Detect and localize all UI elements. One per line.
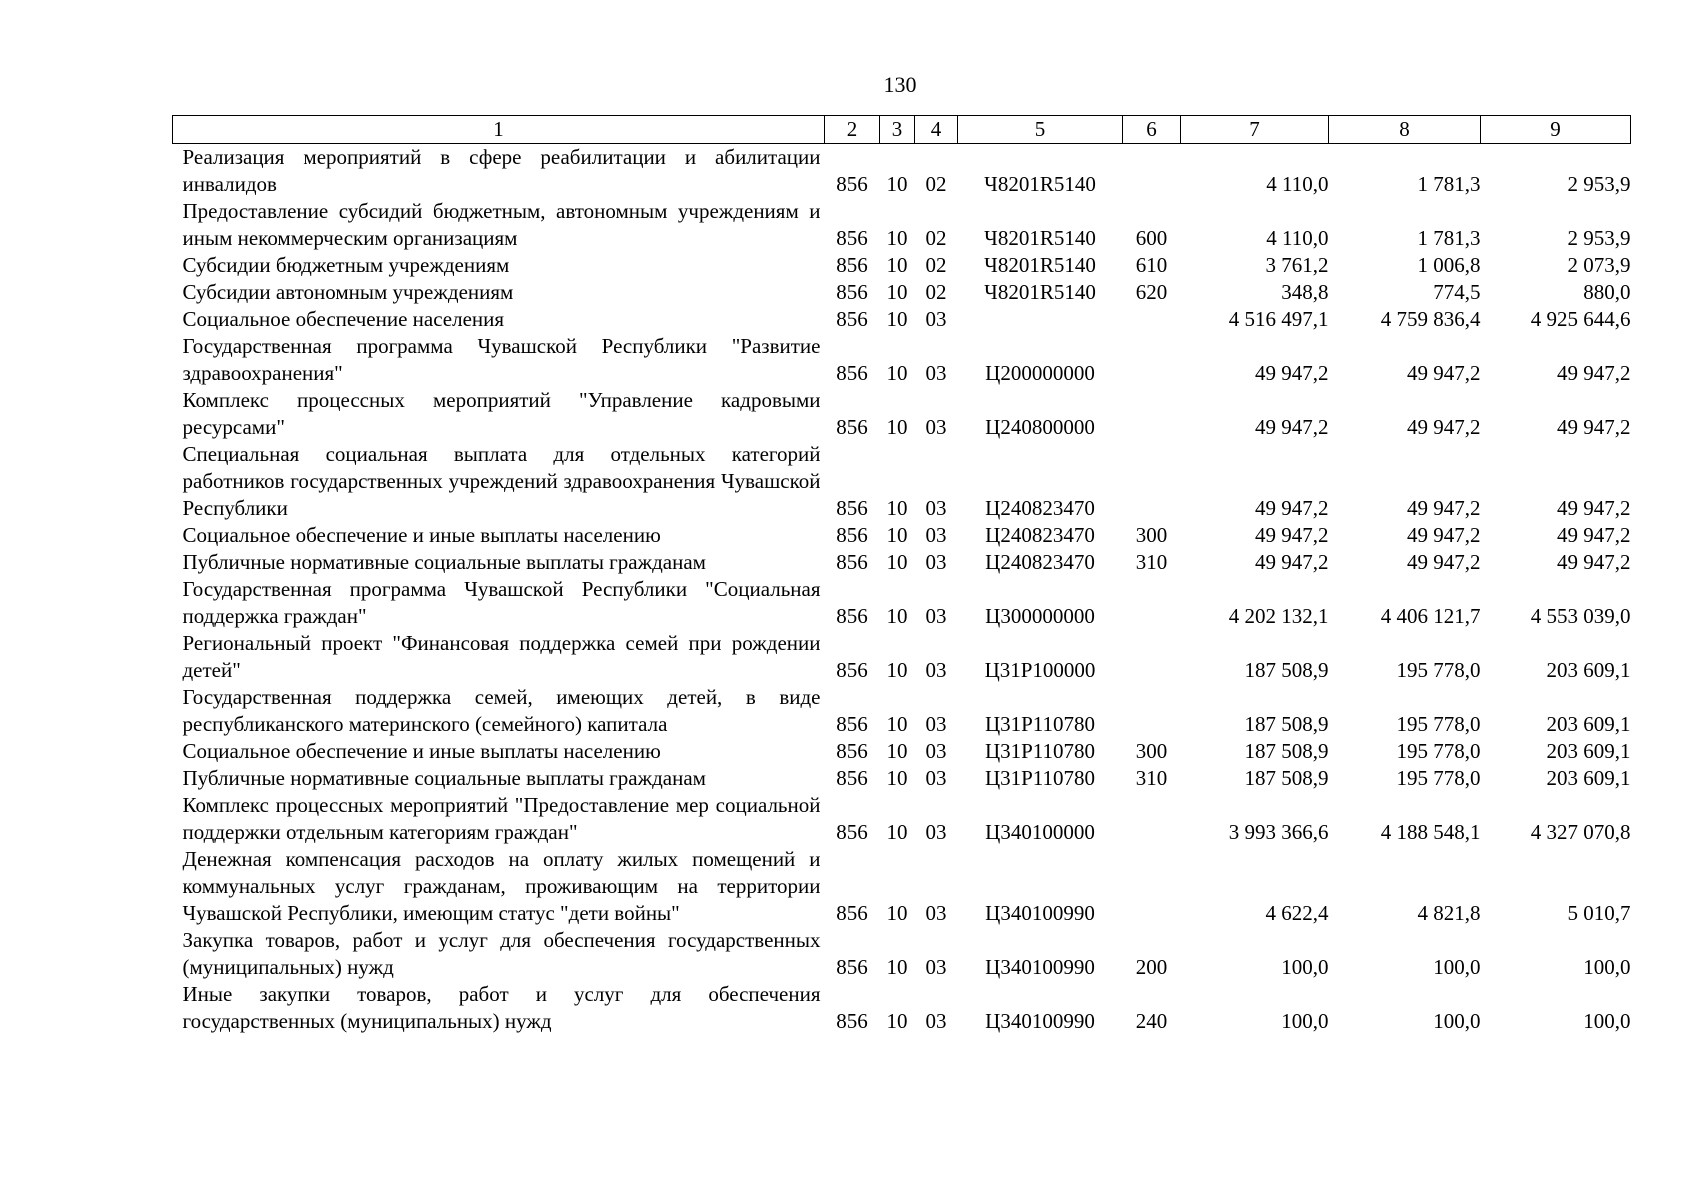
table-row — [173, 738, 1631, 765]
expense-type-cell — [1123, 333, 1181, 387]
amount-col7-cell: 100,0 — [1281, 1009, 1329, 1033]
amount-col8-cell: 4 759 836,4 — [1380, 307, 1481, 331]
subsection-code-cell: 03 — [925, 361, 947, 385]
target-article-cell: Ч8201R5140 — [984, 280, 1096, 304]
amount-col8-cell: 195 778,0 — [1396, 766, 1481, 790]
amount-col7-cell: 4 516 497,1 — [1228, 307, 1329, 331]
expense-type-cell — [1123, 306, 1181, 333]
table-row — [173, 630, 1631, 684]
amount-col8-cell: 100,0 — [1433, 1009, 1481, 1033]
table-row — [173, 792, 1631, 846]
amount-col9-cell: 49 947,2 — [1557, 361, 1631, 385]
subsection-code-cell: 03 — [925, 523, 947, 547]
expense-type-cell: 620 — [1135, 280, 1168, 304]
expense-type-cell — [1123, 846, 1181, 927]
section-code-cell: 10 — [886, 307, 908, 331]
section-code-cell: 10 — [886, 712, 908, 736]
section-code-cell: 10 — [886, 361, 908, 385]
amount-col9-cell: 880,0 — [1583, 280, 1631, 304]
expense-type-cell — [1123, 792, 1181, 846]
table-row — [173, 333, 1631, 387]
amount-col9-cell: 5 010,7 — [1567, 901, 1631, 925]
amount-col7-cell: 3 993 366,6 — [1228, 820, 1329, 844]
section-code-cell: 10 — [886, 820, 908, 844]
section-code-cell: 10 — [886, 658, 908, 682]
header-row — [173, 116, 1631, 144]
amount-col8-cell: 49 947,2 — [1407, 415, 1481, 439]
subsection-code-cell: 03 — [925, 955, 947, 979]
table-row — [173, 144, 1631, 199]
expense-type-cell: 300 — [1135, 523, 1168, 547]
ministry-code-cell: 856 — [836, 496, 868, 520]
table-row — [173, 252, 1631, 279]
target-article-cell — [958, 306, 1123, 333]
section-code-cell: 10 — [886, 604, 908, 628]
expense-type-cell: 610 — [1135, 253, 1168, 277]
amount-col9-cell: 4 327 070,8 — [1530, 820, 1631, 844]
header-cell-2: 2 — [825, 116, 880, 144]
amount-col9-cell: 203 609,1 — [1546, 712, 1631, 736]
amount-col8-cell: 49 947,2 — [1407, 496, 1481, 520]
target-article-cell: Ц340100990 — [985, 1009, 1095, 1033]
target-article-cell: Ч8201R5140 — [984, 172, 1096, 196]
ministry-code-cell: 856 — [836, 226, 868, 250]
row-name-cell: Субсидии автономным учреждениям — [182, 280, 514, 304]
ministry-code-cell: 856 — [836, 253, 868, 277]
amount-col8-cell: 4 406 121,7 — [1380, 604, 1481, 628]
section-code-cell: 10 — [886, 280, 908, 304]
row-name-cell: Государственная программа Чувашской Республики "Развитие здравоохранения" — [182, 334, 821, 385]
ministry-code-cell: 856 — [836, 307, 868, 331]
table-row — [173, 846, 1631, 927]
amount-col9-cell: 203 609,1 — [1546, 766, 1631, 790]
subsection-code-cell: 03 — [925, 820, 947, 844]
section-code-cell: 10 — [886, 550, 908, 574]
ministry-code-cell: 856 — [836, 415, 868, 439]
amount-col9-cell: 203 609,1 — [1546, 658, 1631, 682]
target-article-cell: Ц31P110780 — [984, 712, 1096, 736]
ministry-code-cell: 856 — [836, 712, 868, 736]
ministry-code-cell: 856 — [836, 766, 868, 790]
row-name-cell: Иные закупки товаров, работ и услуг для обеспечения государственных (муниципальных) нужд — [182, 982, 821, 1033]
table-row — [173, 927, 1631, 981]
amount-col8-cell: 49 947,2 — [1407, 523, 1481, 547]
amount-col8-cell: 4 188 548,1 — [1380, 820, 1481, 844]
expense-type-cell: 200 — [1135, 955, 1168, 979]
header-cell-6: 6 — [1123, 116, 1181, 144]
ministry-code-cell: 856 — [836, 1009, 868, 1033]
table-row — [173, 279, 1631, 306]
amount-col9-cell: 100,0 — [1583, 1009, 1631, 1033]
subsection-code-cell: 03 — [925, 415, 947, 439]
target-article-cell: Ц240823470 — [985, 523, 1095, 547]
header-cell-9: 9 — [1481, 116, 1631, 144]
row-name-cell: Публичные нормативные социальные выплаты гражданам — [182, 766, 706, 790]
target-article-cell: Ц300000000 — [985, 604, 1095, 628]
subsection-code-cell: 03 — [925, 739, 947, 763]
ministry-code-cell: 856 — [836, 361, 868, 385]
target-article-cell: Ц340100990 — [985, 955, 1095, 979]
section-code-cell: 10 — [886, 226, 908, 250]
ministry-code-cell: 856 — [836, 820, 868, 844]
amount-col9-cell: 49 947,2 — [1557, 415, 1631, 439]
row-name-cell: Комплекс процессных мероприятий "Предоставление мер социальной поддержки отдельным категориям граждан" — [182, 793, 821, 844]
section-code-cell: 10 — [886, 901, 908, 925]
section-code-cell: 10 — [886, 739, 908, 763]
ministry-code-cell: 856 — [836, 901, 868, 925]
amount-col9-cell: 2 953,9 — [1567, 226, 1631, 250]
expense-type-cell — [1123, 630, 1181, 684]
amount-col7-cell: 187 508,9 — [1244, 658, 1329, 682]
table-row — [173, 549, 1631, 576]
amount-col9-cell: 2 073,9 — [1567, 253, 1631, 277]
expense-type-cell: 310 — [1135, 766, 1168, 790]
amount-col7-cell: 187 508,9 — [1244, 712, 1329, 736]
amount-col8-cell: 195 778,0 — [1396, 712, 1481, 736]
amount-col9-cell: 100,0 — [1583, 955, 1631, 979]
table-row — [173, 522, 1631, 549]
amount-col7-cell: 49 947,2 — [1255, 550, 1329, 574]
ministry-code-cell: 856 — [836, 550, 868, 574]
table-row — [173, 684, 1631, 738]
ministry-code-cell: 856 — [836, 523, 868, 547]
amount-col8-cell: 49 947,2 — [1407, 361, 1481, 385]
row-name-cell: Комплекс процессных мероприятий "Управление кадровыми ресурсами" — [182, 388, 821, 439]
amount-col9-cell: 4 925 644,6 — [1530, 307, 1631, 331]
subsection-code-cell: 02 — [925, 226, 947, 250]
subsection-code-cell: 02 — [925, 172, 947, 196]
subsection-code-cell: 02 — [925, 253, 947, 277]
header-cell-7: 7 — [1181, 116, 1329, 144]
amount-col8-cell: 100,0 — [1433, 955, 1481, 979]
section-code-cell: 10 — [886, 415, 908, 439]
amount-col7-cell: 4 202 132,1 — [1228, 604, 1329, 628]
amount-col7-cell: 49 947,2 — [1255, 523, 1329, 547]
amount-col7-cell: 4 622,4 — [1265, 901, 1329, 925]
amount-col9-cell: 4 553 039,0 — [1530, 604, 1631, 628]
section-code-cell: 10 — [886, 496, 908, 520]
expense-type-cell: 600 — [1135, 226, 1168, 250]
target-article-cell: Ц200000000 — [985, 361, 1095, 385]
section-code-cell: 10 — [886, 523, 908, 547]
page-number: 130 — [883, 72, 917, 97]
amount-col7-cell: 3 761,2 — [1265, 253, 1329, 277]
subsection-code-cell: 03 — [925, 550, 947, 574]
target-article-cell: Ц31P110780 — [984, 766, 1096, 790]
amount-col8-cell: 195 778,0 — [1396, 658, 1481, 682]
target-article-cell: Ц31P110780 — [984, 739, 1096, 763]
table-row — [173, 981, 1631, 1035]
amount-col7-cell: 187 508,9 — [1244, 766, 1329, 790]
amount-col9-cell: 49 947,2 — [1557, 523, 1631, 547]
ministry-code-cell: 856 — [836, 604, 868, 628]
header-cell-4: 4 — [915, 116, 958, 144]
table-row — [173, 576, 1631, 630]
amount-col9-cell: 2 953,9 — [1567, 172, 1631, 196]
ministry-code-cell: 856 — [836, 658, 868, 682]
amount-col8-cell: 1 781,3 — [1417, 226, 1481, 250]
ministry-code-cell: 856 — [836, 739, 868, 763]
amount-col8-cell: 49 947,2 — [1407, 550, 1481, 574]
expense-type-cell — [1123, 576, 1181, 630]
target-article-cell: Ц240823470 — [985, 550, 1095, 574]
row-name-cell: Денежная компенсация расходов на оплату жилых помещений и коммунальных услуг гражданам, проживающим на территории Чувашской Республики, имеющим статус "дети войны" — [182, 847, 821, 925]
amount-col8-cell: 4 821,8 — [1417, 901, 1481, 925]
table-row — [173, 198, 1631, 252]
subsection-code-cell: 03 — [925, 496, 947, 520]
expense-type-cell: 310 — [1135, 550, 1168, 574]
section-code-cell: 10 — [886, 172, 908, 196]
amount-col7-cell: 4 110,0 — [1266, 226, 1329, 250]
amount-col8-cell: 195 778,0 — [1396, 739, 1481, 763]
row-name-cell: Реализация мероприятий в сфере реабилитации и абилитации инвалидов — [182, 145, 821, 196]
subsection-code-cell: 03 — [925, 1009, 947, 1033]
header-cell-5: 5 — [958, 116, 1123, 144]
row-name-cell: Региональный проект "Финансовая поддержка семей при рождении детей" — [182, 631, 821, 682]
amount-col9-cell: 49 947,2 — [1557, 550, 1631, 574]
subsection-code-cell: 03 — [925, 901, 947, 925]
subsection-code-cell: 03 — [925, 766, 947, 790]
amount-col7-cell: 187 508,9 — [1244, 739, 1329, 763]
amount-col8-cell: 774,5 — [1433, 280, 1481, 304]
expense-type-cell — [1123, 441, 1181, 522]
budget-table — [172, 115, 1631, 1035]
header-cell-3: 3 — [880, 116, 915, 144]
target-article-cell: Ц340100990 — [985, 901, 1095, 925]
amount-col7-cell: 49 947,2 — [1255, 415, 1329, 439]
row-name-cell: Публичные нормативные социальные выплаты гражданам — [182, 550, 706, 574]
table-row — [173, 441, 1631, 522]
amount-col7-cell: 4 110,0 — [1266, 172, 1329, 196]
table-header — [173, 116, 1631, 144]
section-code-cell: 10 — [886, 766, 908, 790]
subsection-code-cell: 03 — [925, 307, 947, 331]
section-code-cell: 10 — [886, 253, 908, 277]
amount-col7-cell: 348,8 — [1281, 280, 1329, 304]
row-name-cell: Социальное обеспечение населения — [182, 307, 505, 331]
table-body — [173, 144, 1631, 1036]
amount-col7-cell: 49 947,2 — [1255, 361, 1329, 385]
expense-type-cell — [1123, 387, 1181, 441]
row-name-cell: Социальное обеспечение и иные выплаты населению — [182, 739, 661, 763]
subsection-code-cell: 03 — [925, 604, 947, 628]
expense-type-cell — [1123, 144, 1181, 199]
target-article-cell: Ц340100000 — [985, 820, 1095, 844]
amount-col9-cell: 49 947,2 — [1557, 496, 1631, 520]
header-cell-1: 1 — [173, 116, 825, 144]
target-article-cell: Ц240823470 — [985, 496, 1095, 520]
table-row — [173, 387, 1631, 441]
section-code-cell: 10 — [886, 1009, 908, 1033]
row-name-cell: Субсидии бюджетным учреждениям — [182, 253, 510, 277]
subsection-code-cell: 03 — [925, 712, 947, 736]
row-name-cell: Закупка товаров, работ и услуг для обеспечения государственных (муниципальных) нужд — [182, 928, 821, 979]
table-row — [173, 765, 1631, 792]
table-row — [173, 306, 1631, 333]
subsection-code-cell: 02 — [925, 280, 947, 304]
amount-col7-cell: 100,0 — [1281, 955, 1329, 979]
row-name-cell: Предоставление субсидий бюджетным, автономным учреждениям и иным некоммерческим организациям — [182, 199, 821, 250]
row-name-cell: Социальное обеспечение и иные выплаты населению — [182, 523, 661, 547]
section-code-cell: 10 — [886, 955, 908, 979]
expense-type-cell: 300 — [1135, 739, 1168, 763]
target-article-cell: Ч8201R5140 — [984, 253, 1096, 277]
amount-col8-cell: 1 006,8 — [1417, 253, 1481, 277]
row-name-cell: Специальная социальная выплата для отдельных категорий работников государственных учреждений здравоохранения Чувашской Республики — [182, 442, 821, 520]
ministry-code-cell: 856 — [836, 172, 868, 196]
ministry-code-cell: 856 — [836, 955, 868, 979]
expense-type-cell: 240 — [1135, 1009, 1168, 1033]
subsection-code-cell: 03 — [925, 658, 947, 682]
amount-col9-cell: 203 609,1 — [1546, 739, 1631, 763]
target-article-cell: Ц31P100000 — [984, 658, 1096, 682]
row-name-cell: Государственная программа Чувашской Республики "Социальная поддержка граждан" — [182, 577, 821, 628]
ministry-code-cell: 856 — [836, 280, 868, 304]
row-name-cell: Государственная поддержка семей, имеющих детей, в виде республиканского материнского (семейного) капитала — [182, 685, 821, 736]
amount-col8-cell: 1 781,3 — [1417, 172, 1481, 196]
target-article-cell: Ч8201R5140 — [984, 226, 1096, 250]
expense-type-cell — [1123, 684, 1181, 738]
target-article-cell: Ц240800000 — [985, 415, 1095, 439]
amount-col7-cell: 49 947,2 — [1255, 496, 1329, 520]
header-cell-8: 8 — [1329, 116, 1481, 144]
